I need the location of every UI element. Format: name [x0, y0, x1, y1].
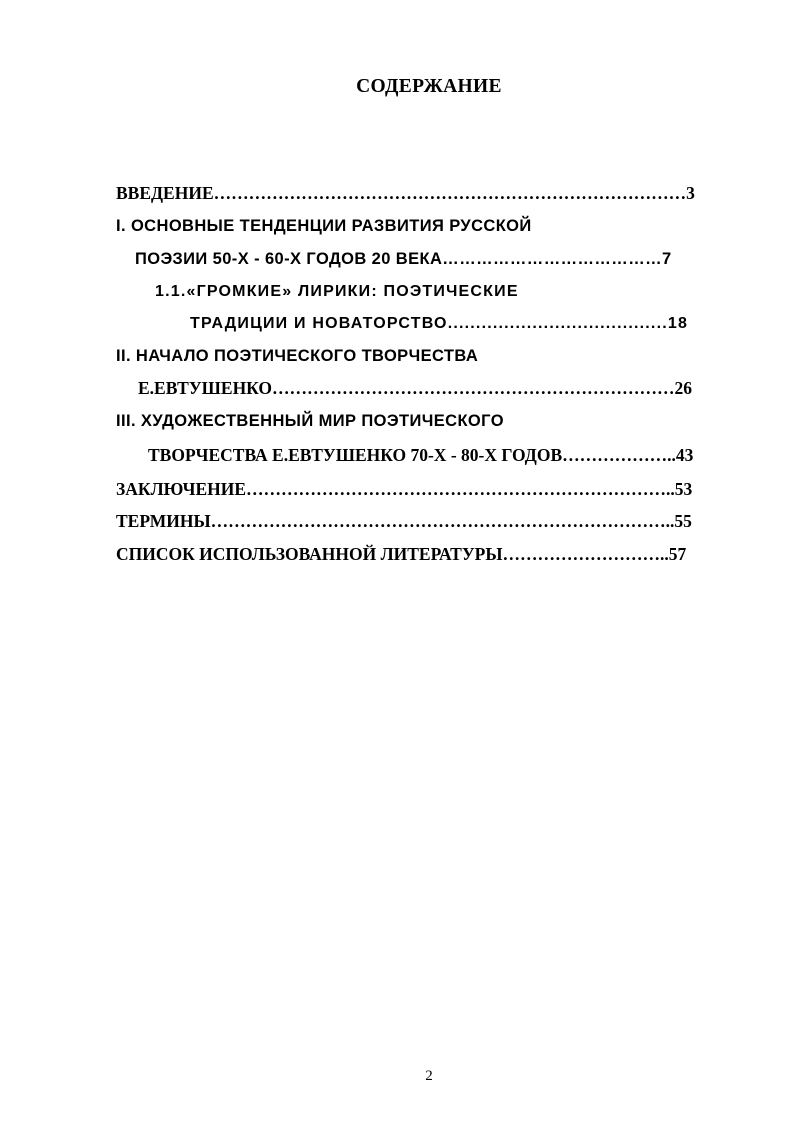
toc-entry-terms[interactable]: ТЕРМИНЫ……………………………………………………………………..55: [116, 511, 692, 531]
toc-entry-section-1-1-line-2[interactable]: ТРАДИЦИИ И НОВАТОРСТВО.......................................18: [190, 315, 689, 332]
page-title: СОДЕРЖАНИЕ: [356, 76, 502, 97]
toc-entry-introduction[interactable]: ВВЕДЕНИЕ………………………………………………………………………3: [116, 183, 695, 203]
page-number: 2: [425, 1068, 433, 1084]
toc-entry-chapter-3-line-2[interactable]: ТВОРЧЕСТВА Е.ЕВТУШЕНКО 70-Х - 80-Х ГОДОВ………………..43: [148, 445, 694, 465]
toc-entry-chapter-2-line-1[interactable]: II. НАЧАЛО ПОЭТИЧЕСКОГО ТВОРЧЕСТВА: [116, 347, 479, 365]
toc-entry-chapter-3-line-1[interactable]: III. ХУДОЖЕСТВЕННЫЙ МИР ПОЭТИЧЕСКОГО: [116, 412, 504, 430]
toc-entry-conclusion[interactable]: ЗАКЛЮЧЕНИЕ………………………………………………………………..53: [116, 479, 693, 499]
toc-entry-chapter-2-line-2[interactable]: Е.ЕВТУШЕНКО……………………………………………………………26: [138, 378, 693, 398]
toc-entry-bibliography[interactable]: СПИСОК ИСПОЛЬЗОВАННОЙ ЛИТЕРАТУРЫ………………………..57: [116, 544, 687, 564]
toc-entry-section-1-1-line-1[interactable]: 1.1.«ГРОМКИЕ» ЛИРИКИ: ПОЭТИЧЕСКИЕ: [155, 283, 519, 300]
toc-entry-chapter-1-line-2[interactable]: ПОЭЗИИ 50-Х - 60-Х ГОДОВ 20 ВЕКА…………………………………7: [135, 250, 672, 268]
toc-entry-chapter-1-line-1[interactable]: I. ОСНОВНЫЕ ТЕНДЕНЦИИ РАЗВИТИЯ РУССКОЙ: [116, 217, 532, 235]
